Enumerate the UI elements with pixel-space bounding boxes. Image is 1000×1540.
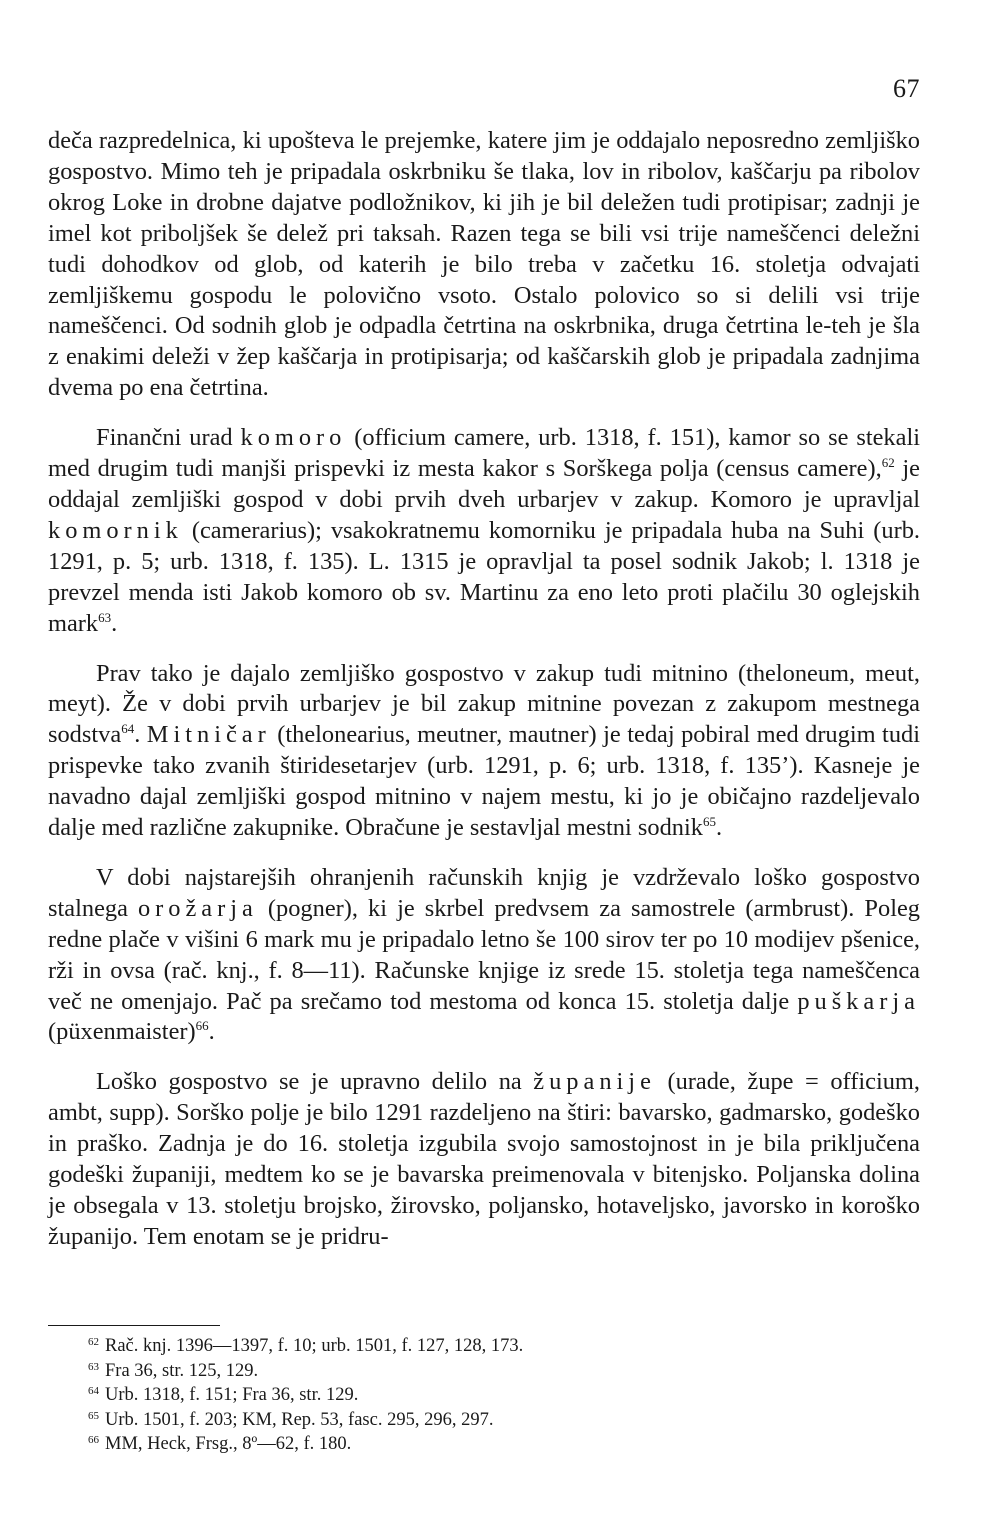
- footnote: [88, 1334, 728, 1359]
- text-run: .: [134, 721, 147, 749]
- spaced-term: orožarja: [137, 894, 258, 922]
- text-run: je oddajal zemljiški gospod v dobi prvih dveh urbarjev v zakup. Komoro je upravljal: [48, 455, 920, 513]
- footnote-ref[interactable]: 66: [195, 1018, 209, 1034]
- paragraph-3: [48, 659, 920, 844]
- footnote-ref[interactable]: 63: [98, 609, 112, 625]
- text-run: (officium camere, urb. 1318, f. 151), kamor so se stekali med drugim tudi manjši prispevki iz mesta kakor s Sorškega polja (census camere),: [48, 424, 921, 483]
- spaced-term: županije: [533, 1068, 656, 1096]
- text-run: deča razpredelnica, ki upošteva le prejemke, katere jim je oddajalo neposredno zemljiško gospostvo. Mimo teh je pripadala oskrbniku še tlaka, lov in ribolov, kaščarju pa ribolov okrog Loke in drobne dajatve podložnikov, ki jih je bil deležen tudi protipisar; zadnji je imel kot priboljšek še delež pri taksah. Razen tega se bili vsi trije nameščenci deležni tudi dohodkov od glob, od katerih je bilo treba v začetku 16. stoletja odvajati zemljiškemu gospodu le polovično vsoto. Ostalo polovico so si delili vsi trije nameščenci. Od sodnih glob je odpadla četrtina na oskrbnika, druga četrtina le-teh je šla z enakimi deleži v žep kaščarja in protipisarja; od kaščarskih glob je pripadala zadnjima dvema po ena četrtina.: [48, 127, 920, 402]
- paragraph-2: [48, 423, 920, 639]
- text-run: .: [715, 814, 723, 842]
- footnote-ref[interactable]: 65: [702, 814, 716, 830]
- footnote-text: Rač. knj. 1396—1397, f. 10; urb. 1501, f. 127, 128, 173.: [105, 1336, 524, 1356]
- spaced-term: komornik: [48, 516, 183, 544]
- footnote-text: MM, Heck, Frsg., 8º—62, f. 180.: [105, 1434, 352, 1454]
- footnote-mark: 63: [88, 1360, 99, 1373]
- text-run: (urade, župe = officium, ambt, supp). Sorško polje je bilo 1291 razdeljeno na štiri: bavarsko, gadmarsko, godeško in praško. Zadnja je do 16. stoletja izgubila svojo samostojnost in je bila priključena godeški županiji, medtem ko se je bavarska preimenovala v bitenjsko. Poljanska dolina je obsegala v 13. stoletju brojsko, žirovsko, poljansko, hotaveljsko, javorsko in koroško županijo. Tem enotam se je pridru-: [48, 1068, 920, 1250]
- footnotes: [88, 1334, 728, 1457]
- paragraph-5: [48, 1067, 920, 1252]
- text-run: (püxenmaister): [48, 1018, 196, 1046]
- spaced-term: Mitničar: [146, 721, 271, 749]
- footnote-text: Urb. 1318, f. 151; Fra 36, str. 129.: [105, 1385, 359, 1405]
- text-run: Loško gospostvo se je upravno delilo na: [96, 1068, 534, 1096]
- text-run: Prav tako je dajalo zemljiško gospostvo v zakup tudi mitnino (theloneum, meut, meyt). Že v dobi prvih urbarjev je bil zakup mitnine povezan z zakupom mestnega sodstva: [48, 659, 920, 749]
- text-run: (camerarius); vsakokratnemu komorniku je pripadala huba na Suhi (urb. 1291, p. 5; urb. 1318, f. 135). L. 1315 je opravljal ta posel sodnik Jakob; l. 1318 je prevzel menda isti Jakob komoro ob sv. Martinu za eno leto proti plačilu 30 oglejskih mark: [48, 516, 920, 637]
- footnote-separator: [48, 1325, 220, 1326]
- footnote-ref[interactable]: 62: [881, 455, 895, 471]
- footnote-mark: 62: [88, 1336, 99, 1348]
- footnote: [88, 1359, 728, 1384]
- paragraph-1: [48, 126, 920, 404]
- body-text: [48, 126, 920, 1253]
- footnote: [88, 1383, 728, 1408]
- text-run: .: [208, 1018, 215, 1046]
- footnote-mark: 65: [88, 1409, 99, 1422]
- footnote-ref[interactable]: 64: [121, 721, 135, 737]
- text-run: V dobi najstarejših ohranjenih računskih knjig je vzdrževalo loško gospostvo stalnega: [48, 863, 920, 922]
- footnote-text: Fra 36, str. 125, 129.: [105, 1360, 259, 1381]
- footnote-text: Urb. 1501, f. 203; KM, Rep. 53, fasc. 295, 296, 297.: [105, 1409, 494, 1430]
- text-run: .: [111, 609, 118, 637]
- footnote-mark: 66: [88, 1434, 99, 1446]
- spaced-term: puškarja: [797, 987, 920, 1015]
- text-run: (thelonearius, meutner, mautner) je tedaj pobiral med drugim tudi prispevke tako zvanih štiridesetarjev (urb. 1291, p. 6; urb. 1318, f. 135’). Kasneje je navadno dajal zemljiški gospod mitnino v najem mestu, ki jo je običajno razdeljevalo dalje med različne zakupnike. Obračune je sestavljal mestni sodnik: [48, 721, 920, 842]
- paragraph-4: [48, 863, 920, 1048]
- text-run: Finančni urad: [96, 424, 241, 452]
- footnote-mark: 64: [88, 1385, 99, 1397]
- footnote: [88, 1408, 728, 1433]
- spaced-term: komoro: [240, 424, 347, 452]
- page-number: 67: [893, 74, 920, 103]
- text-run: (pogner), ki je skrbel predvsem za samostrele (armbrust). Poleg redne plače v višini 6 mark mu je pripadalo letno še 100 sirov ter po 10 modijev pšenice, rži in ovsa (rač. knj., f. 8—11). Računske knjige iz srede 15. stoletja tega nameščenca več ne omenjajo. Pač pa srečamo tod mestoma od konca 15. stoletja dalje: [48, 894, 920, 1015]
- footnote: [88, 1432, 728, 1457]
